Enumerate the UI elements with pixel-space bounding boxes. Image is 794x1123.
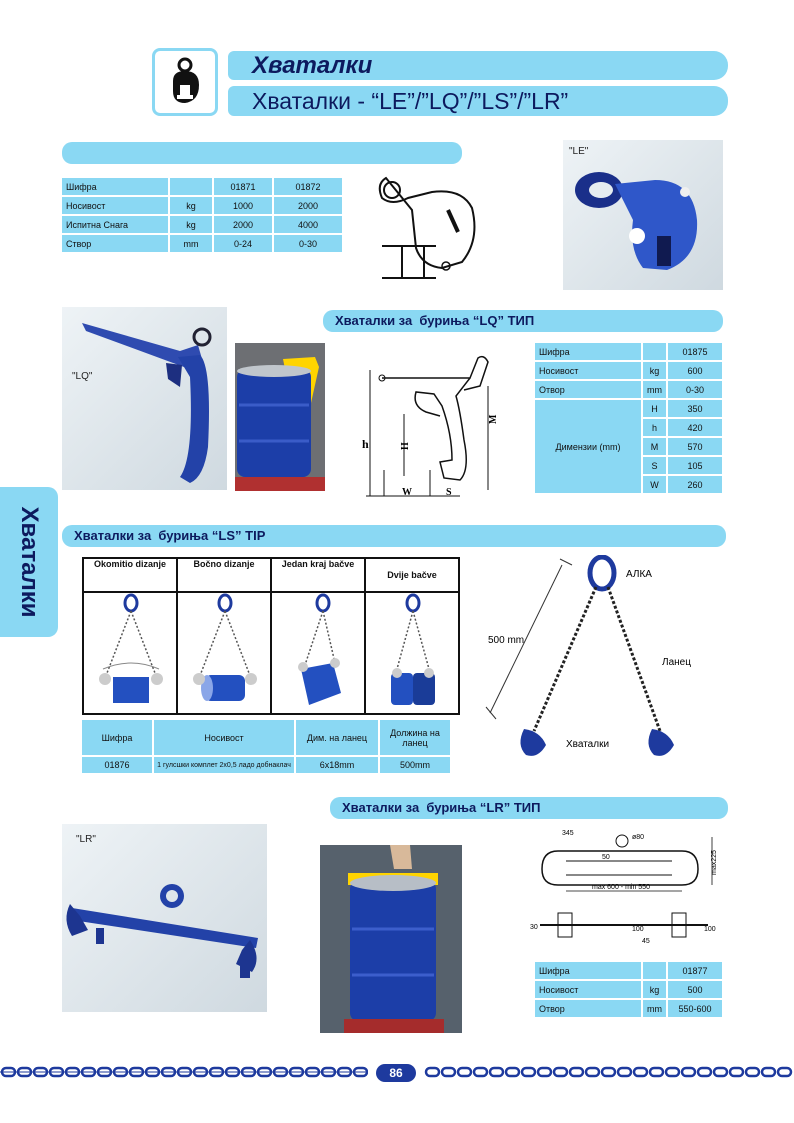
- chain-link: [506, 1068, 519, 1076]
- chain-link: [474, 1068, 487, 1076]
- chain-link: [490, 1068, 503, 1076]
- lq-drum-image: [235, 343, 325, 491]
- dim-M: M: [488, 414, 499, 424]
- table-cell: Должина на ланец: [380, 720, 450, 755]
- ls-heading-suffix: TIP: [241, 528, 266, 543]
- lr-clamp-image: [62, 824, 267, 1012]
- ls-heading: [62, 525, 726, 547]
- ls-heading-text: Хваталки за бурињa: [74, 528, 212, 543]
- page-title: Хваталки: [252, 52, 373, 79]
- page-title-bar: [228, 51, 728, 80]
- lq-spec-table: [533, 341, 724, 495]
- chain-link: [442, 1068, 455, 1076]
- drum-one-end-image: [273, 593, 363, 711]
- chain-link: [746, 1068, 759, 1076]
- table-cell: 570: [668, 438, 722, 455]
- table-cell: mm: [643, 1000, 666, 1017]
- chain-border-left: [0, 1066, 368, 1078]
- lr-spec-table: [533, 960, 724, 1019]
- lr-dim-8: 45: [642, 938, 650, 945]
- lr-drum-photo: [320, 845, 462, 1033]
- chain-link: [762, 1068, 775, 1076]
- lr-dim-3: max 600 - min 550: [592, 884, 650, 891]
- table-row: [83, 558, 459, 592]
- drum-side-lift-image: [179, 593, 269, 711]
- table-cell: [271, 592, 365, 714]
- table-cell: [365, 592, 459, 714]
- lq-heading-text: Хваталки за бурињa: [335, 313, 473, 328]
- table-cell: kg: [170, 216, 212, 233]
- le-photo-label: "LE": [569, 146, 589, 157]
- table-cell: [170, 178, 212, 195]
- table-cell: kg: [643, 981, 666, 998]
- page-number: 86: [389, 1066, 403, 1080]
- ls-chain-diagram: [480, 555, 700, 780]
- lr-heading: [330, 797, 728, 819]
- lr-dim-0: 345: [562, 830, 574, 837]
- table-cell: Носивост: [62, 197, 168, 214]
- chain-link: [618, 1068, 631, 1076]
- table-row: [535, 343, 722, 360]
- chain-link: [634, 1068, 647, 1076]
- table-cell: 1000: [214, 197, 272, 214]
- table-cell: Носивост: [535, 362, 641, 379]
- table-cell: 01871: [214, 178, 272, 195]
- chain-link: [666, 1068, 679, 1076]
- table-cell: 6x18mm: [296, 757, 378, 773]
- table-cell: 350: [668, 400, 722, 417]
- table-cell: Шифра: [82, 720, 152, 755]
- lr-dim-4: max225: [711, 850, 718, 875]
- clamps-label: Хваталки: [566, 739, 610, 750]
- table-row: [82, 757, 450, 773]
- lr-dim-5: 30: [530, 924, 538, 931]
- chain-link: [458, 1068, 471, 1076]
- table-row: [535, 981, 722, 998]
- length-label: 500 mm: [488, 635, 525, 646]
- page-number-badge: [376, 1064, 416, 1082]
- lq-heading: [323, 310, 723, 332]
- lq-drum-photo: [235, 343, 325, 491]
- table-cell: 420: [668, 419, 722, 436]
- table-cell: Dvije bačve: [365, 558, 459, 592]
- table-cell: kg: [643, 362, 666, 379]
- ls-heading-code: “LS”: [211, 528, 242, 543]
- table-row: [82, 720, 450, 755]
- table-cell: 500mm: [380, 757, 450, 773]
- chain-link: [426, 1068, 439, 1076]
- table-cell: M: [643, 438, 666, 455]
- lr-dim-6: 100: [632, 926, 644, 933]
- table-cell: 2000: [214, 216, 272, 233]
- table-row: [535, 362, 722, 379]
- chain-link: [570, 1068, 583, 1076]
- dim-H: H: [400, 442, 411, 450]
- table-cell: H: [643, 400, 666, 417]
- table-row: [62, 197, 342, 214]
- table-cell: [643, 962, 666, 979]
- table-cell: [643, 343, 666, 360]
- table-cell: Отвор: [535, 381, 641, 398]
- side-tab: [0, 487, 58, 637]
- table-cell: 0-24: [214, 235, 272, 252]
- dim-h: h: [362, 437, 369, 451]
- table-cell: Шифра: [62, 178, 168, 195]
- lr-drum-image: [320, 845, 462, 1033]
- le-photo: [563, 140, 723, 290]
- table-cell: 500: [668, 981, 722, 998]
- table-cell: 2000: [274, 197, 342, 214]
- logo-box: [152, 48, 218, 116]
- table-row: [535, 400, 722, 417]
- lr-dim-7: 100: [704, 926, 716, 933]
- table-cell: 4000: [274, 216, 342, 233]
- table-cell: 01877: [668, 962, 722, 979]
- table-cell: Носивост: [535, 981, 641, 998]
- chain-link: [730, 1068, 743, 1076]
- lr-photo: [62, 824, 267, 1012]
- chain-link: [682, 1068, 695, 1076]
- table-cell: 01876: [82, 757, 152, 773]
- chain-link: [586, 1068, 599, 1076]
- table-row: [535, 962, 722, 979]
- table-cell: Шифра: [535, 962, 641, 979]
- le-heading-bar: [62, 142, 462, 164]
- clamp-logo-icon: [155, 51, 215, 113]
- two-drums-image: [367, 593, 457, 711]
- table-cell: 105: [668, 457, 722, 474]
- table-cell: Испитна Снага: [62, 216, 168, 233]
- table-cell: Димензии (mm): [535, 400, 641, 493]
- table-cell: Jedan kraj bačve: [271, 558, 365, 592]
- lq-photo: [62, 307, 227, 490]
- lr-heading-text: Хваталки за бурињa: [342, 800, 480, 815]
- table-cell: 1 гулсшки комплет 2х0,5 ладо добнаклач: [154, 757, 294, 773]
- table-cell: [177, 592, 271, 714]
- lr-heading-suffix: ТИП: [510, 800, 541, 815]
- table-cell: mm: [643, 381, 666, 398]
- dim-S: S: [446, 487, 452, 498]
- table-cell: W: [643, 476, 666, 493]
- lq-clamp-image: [62, 307, 227, 490]
- table-cell: Bočno dizanje: [177, 558, 271, 592]
- table-cell: Створ: [62, 235, 168, 252]
- table-cell: 600: [668, 362, 722, 379]
- lq-heading-suffix: ТИП: [503, 313, 535, 328]
- lq-photo-label: "LQ": [72, 371, 93, 382]
- table-row: [535, 1000, 722, 1017]
- table-row: [535, 381, 722, 398]
- dim-W: W: [402, 487, 412, 498]
- page-subtitle: Хваталки - “LE”/”LQ”/”LS”/”LR”: [252, 88, 569, 114]
- lr-dim-2: 50: [602, 854, 610, 861]
- drum-vertical-lift-image: [85, 593, 175, 711]
- table-cell: 0-30: [668, 381, 722, 398]
- lr-technical-drawing: [522, 825, 722, 955]
- table-cell: Дим. на ланец: [296, 720, 378, 755]
- table-cell: Носивост: [154, 720, 294, 755]
- table-cell: 260: [668, 476, 722, 493]
- table-cell: Шифра: [535, 343, 641, 360]
- chain-link: [778, 1068, 791, 1076]
- table-row: [83, 592, 459, 714]
- lr-heading-code: “LR”: [479, 800, 511, 815]
- chain-link: [522, 1068, 535, 1076]
- table-cell: 0-30: [274, 235, 342, 252]
- chain-label: Ланец: [662, 657, 691, 668]
- table-row: [62, 216, 342, 233]
- chain-link: [714, 1068, 727, 1076]
- side-tab-label: Хваталки: [16, 506, 43, 618]
- le-clamp-drawing: [372, 170, 490, 288]
- lq-dimension-drawing: [360, 350, 510, 500]
- le-clamp-image: [563, 140, 723, 290]
- le-spec-table: [60, 176, 344, 254]
- chain-link: [602, 1068, 615, 1076]
- table-cell: 550-600: [668, 1000, 722, 1017]
- table-cell: 01872: [274, 178, 342, 195]
- table-cell: kg: [170, 197, 212, 214]
- table-cell: Okomitio dizanje: [83, 558, 177, 592]
- lq-heading-code: “LQ”: [472, 313, 504, 328]
- chain-link: [650, 1068, 663, 1076]
- table-cell: S: [643, 457, 666, 474]
- table-cell: h: [643, 419, 666, 436]
- chain-border-right: [424, 1066, 794, 1078]
- table-cell: 01875: [668, 343, 722, 360]
- page-subtitle-bar: [228, 86, 728, 116]
- chain-link: [554, 1068, 567, 1076]
- ring-label: АЛКА: [626, 569, 652, 580]
- ls-spec-table: [80, 718, 452, 775]
- lr-photo-label: "LR": [76, 834, 96, 845]
- table-cell: Отвор: [535, 1000, 641, 1017]
- chain-link: [698, 1068, 711, 1076]
- lr-dim-1: ø80: [632, 834, 645, 841]
- table-row: [62, 178, 342, 195]
- chain-link: [538, 1068, 551, 1076]
- table-cell: [83, 592, 177, 714]
- table-cell: mm: [170, 235, 212, 252]
- ls-usage-table: [82, 557, 460, 715]
- table-row: [62, 235, 342, 252]
